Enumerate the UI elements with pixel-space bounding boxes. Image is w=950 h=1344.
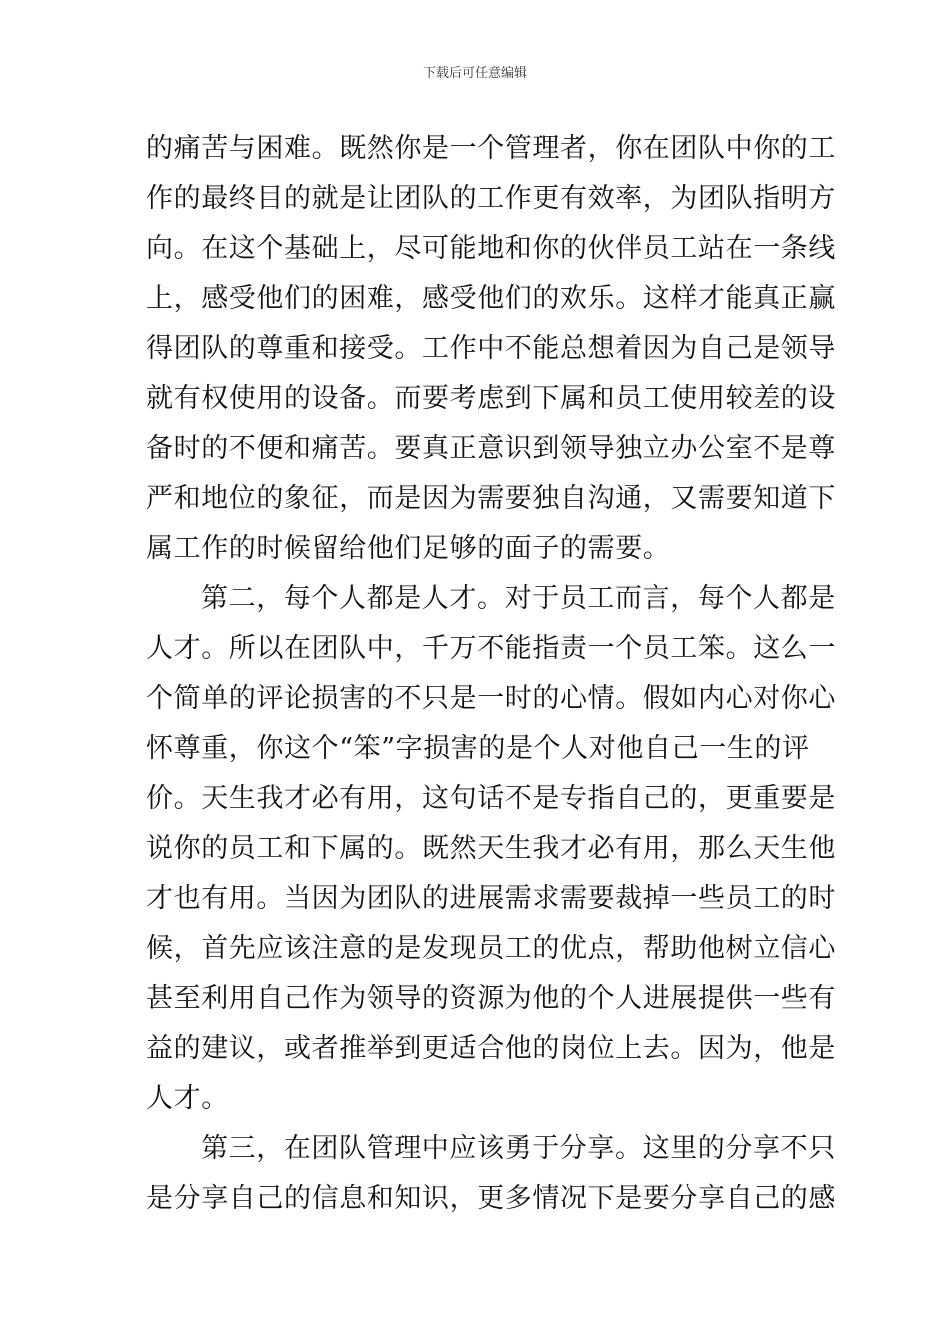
page-header: 下载后可任意编辑 bbox=[422, 66, 527, 81]
text-line: 甚至利用自己作为领导的资源为他的个人进展提供一些有 bbox=[146, 983, 836, 1014]
text-line: 就有权使用的设备。而要考虑到下属和员工使用较差的设 bbox=[146, 383, 836, 414]
text-line: 候，首先应该注意的是发现员工的优点，帮助他树立信心 bbox=[146, 933, 836, 964]
paragraph-start-line: 第三，在团队管理中应该勇于分享。这里的分享不只 bbox=[201, 1133, 836, 1164]
text-line: 严和地位的象征，而是因为需要独自沟通，又需要知道下 bbox=[146, 483, 836, 514]
text-line: 向。在这个基础上，尽可能地和你的伙伴员工站在一条线 bbox=[146, 233, 836, 264]
text-line: 怀尊重，你这个“笨”字损害的是个人对他自己一生的评 bbox=[146, 733, 810, 764]
text-line: 得团队的尊重和接受。工作中不能总想着因为自己是领导 bbox=[146, 333, 836, 364]
text-line: 个简单的评论损害的不只是一时的心情。假如内心对你心 bbox=[146, 683, 836, 714]
text-line: 属工作的时候留给他们足够的面子的需要。 bbox=[146, 533, 671, 564]
document-body bbox=[146, 124, 836, 1224]
text-line: 人才。 bbox=[146, 1083, 229, 1114]
text-line: 上，感受他们的困难，感受他们的欢乐。这样才能真正赢 bbox=[146, 283, 836, 314]
text-line: 说你的员工和下属的。既然天生我才必有用，那么天生他 bbox=[146, 833, 836, 864]
text-line: 益的建议，或者推举到更适合他的岗位上去。因为，他是 bbox=[146, 1033, 836, 1064]
text-line: 才也有用。当因为团队的进展需求需要裁掉一些员工的时 bbox=[146, 883, 836, 914]
text-line: 作的最终目的就是让团队的工作更有效率，为团队指明方 bbox=[146, 183, 836, 214]
paragraph-start-line: 第二，每个人都是人才。对于员工而言，每个人都是 bbox=[201, 583, 836, 614]
text-line: 是分享自己的信息和知识，更多情况下是要分享自己的感 bbox=[146, 1183, 836, 1214]
text-line: 人才。所以在团队中，千万不能指责一个员工笨。这么一 bbox=[146, 633, 836, 664]
text-line: 备时的不便和痛苦。要真正意识到领导独立办公室不是尊 bbox=[146, 433, 836, 464]
text-line: 价。天生我才必有用，这句话不是专指自己的，更重要是 bbox=[146, 783, 836, 814]
text-line: 的痛苦与困难。既然你是一个管理者，你在团队中你的工 bbox=[146, 133, 836, 164]
